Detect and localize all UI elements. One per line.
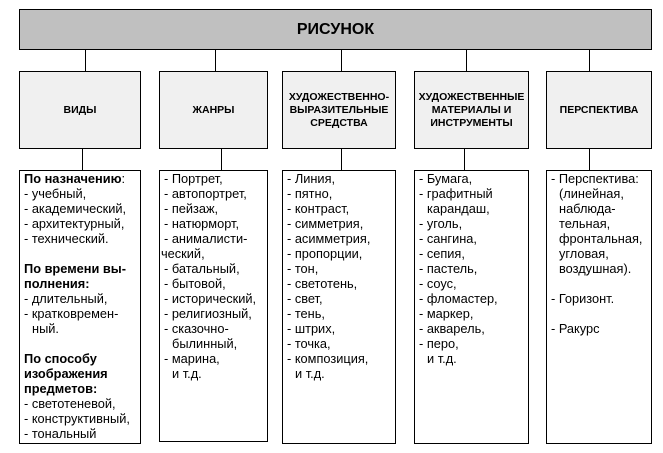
connector-zhanry-details	[221, 149, 222, 170]
connector-title-materialy	[466, 50, 467, 71]
list-item: - маркер,	[419, 306, 474, 321]
connector-title-vidy	[85, 50, 86, 71]
list-item: - Бумага,	[419, 171, 473, 186]
list-item: - уголь,	[419, 216, 463, 231]
list-item: - бытовой,	[164, 276, 226, 291]
list-item: - учебный,	[24, 186, 87, 201]
group-title-colon: :	[121, 171, 126, 186]
list-item: тельная,	[559, 216, 611, 231]
list-item: ный.	[32, 321, 59, 336]
list-item: и т.д.	[172, 366, 202, 381]
connector-sredstva-details	[341, 149, 342, 170]
group-title: предметов:	[24, 381, 98, 396]
category-zhanry	[159, 71, 268, 149]
category-sredstva	[282, 71, 396, 149]
connector-vidy-details	[82, 149, 83, 170]
connector-title-sredstva	[341, 50, 342, 71]
list-item: - контраст,	[287, 201, 350, 216]
list-item: - исторический,	[164, 291, 257, 306]
connector-perspektiva-details	[589, 149, 590, 170]
list-item: - пятно,	[287, 186, 333, 201]
list-item	[551, 276, 651, 291]
list-item: - тень,	[287, 306, 325, 321]
category-label-line: ВЫРАЗИТЕЛЬНЫЕ	[289, 103, 389, 116]
list-item: - сказочно-	[164, 321, 229, 336]
category-perspektiva	[546, 71, 652, 149]
list-item: - пейзаж,	[164, 201, 219, 216]
details-vidy	[19, 170, 141, 444]
category-label-line: ХУДОЖЕСТВЕННО-	[288, 90, 390, 103]
details-materialy	[414, 170, 529, 444]
list-item: - графитный	[419, 186, 493, 201]
list-item: - пропорции,	[287, 246, 363, 261]
list-item: - кратковремен-	[24, 306, 119, 321]
list-item: - фломастер,	[419, 291, 498, 306]
list-item: - Портрет,	[164, 171, 223, 186]
list-item: - композиция,	[287, 351, 369, 366]
group-title: По способу	[24, 351, 97, 366]
list-item: - сангина,	[419, 231, 477, 246]
list-item: ческий,	[161, 246, 205, 261]
list-item: угловая,	[559, 246, 609, 261]
details-perspektiva	[546, 170, 652, 444]
list-item: - архитектурный,	[24, 216, 125, 231]
list-item: - анималисти-	[164, 231, 248, 246]
diagram-title-box	[19, 9, 652, 50]
details-sredstva	[282, 170, 396, 444]
list-item: - Ракурс	[551, 321, 600, 336]
list-item: - штрих,	[287, 321, 336, 336]
list-item: былинный,	[172, 336, 238, 351]
list-item: - Горизонт.	[551, 291, 615, 306]
list-item: - свет,	[287, 291, 323, 306]
category-label-line: СРЕДСТВА	[310, 116, 368, 129]
list-item: - точка,	[287, 336, 331, 351]
category-label: ПЕРСПЕКТИВА	[559, 103, 639, 116]
category-vidy	[19, 71, 141, 149]
connector-title-zhanry	[215, 50, 216, 71]
list-item: - светотеневой,	[24, 396, 116, 411]
list-item: - асимметрия,	[287, 231, 371, 246]
diagram-title: РИСУНОК	[296, 20, 375, 38]
list-item: - технический.	[24, 231, 109, 246]
connector-title-perspektiva	[589, 50, 590, 71]
group-title: полнения:	[24, 276, 90, 291]
list-item: наблюда-	[559, 201, 616, 216]
category-label-line: МАТЕРИАЛЫ И	[431, 103, 512, 116]
category-label-line: ХУДОЖЕСТВЕННЫЕ	[418, 90, 525, 103]
category-label: ВИДЫ	[63, 103, 97, 116]
list-item: - светотень,	[287, 276, 358, 291]
list-item: - перо,	[419, 336, 459, 351]
group-title: По назначению	[24, 171, 122, 186]
list-item: - академический,	[24, 201, 127, 216]
list-item: - марина,	[164, 351, 220, 366]
category-label: ЖАНРЫ	[192, 103, 235, 116]
list-item: - автопортрет,	[164, 186, 247, 201]
list-item: - религиозный,	[164, 306, 252, 321]
list-item: и т.д.	[427, 351, 457, 366]
list-item: карандаш,	[427, 201, 490, 216]
list-item: - тональный	[24, 426, 97, 441]
list-item: - конструктивный,	[24, 411, 130, 426]
list-item	[551, 306, 651, 321]
group-title: По времени вы-	[24, 261, 126, 276]
list-item: и т.д.	[295, 366, 325, 381]
list-item: воздушная).	[559, 261, 632, 276]
list-item: - соус,	[419, 276, 457, 291]
list-item: - симметрия,	[287, 216, 364, 231]
category-materialy	[414, 71, 529, 149]
list-item: - акварель,	[419, 321, 485, 336]
list-item: фронтальная,	[559, 231, 643, 246]
details-zhanry	[159, 170, 268, 442]
list-item: - батальный,	[164, 261, 240, 276]
list-item: - тон,	[287, 261, 319, 276]
list-item: - сепия,	[419, 246, 465, 261]
list-item: - Линия,	[287, 171, 336, 186]
list-item: (линейная,	[559, 186, 624, 201]
connector-materialy-details	[464, 149, 465, 170]
list-item: - пастель,	[419, 261, 478, 276]
list-item: - длительный,	[24, 291, 108, 306]
category-label-line: ИНСТРУМЕНТЫ	[430, 116, 513, 129]
list-item: - Перспектива:	[551, 171, 639, 186]
list-item: - натюрморт,	[164, 216, 240, 231]
group-title: изображения	[24, 366, 108, 381]
